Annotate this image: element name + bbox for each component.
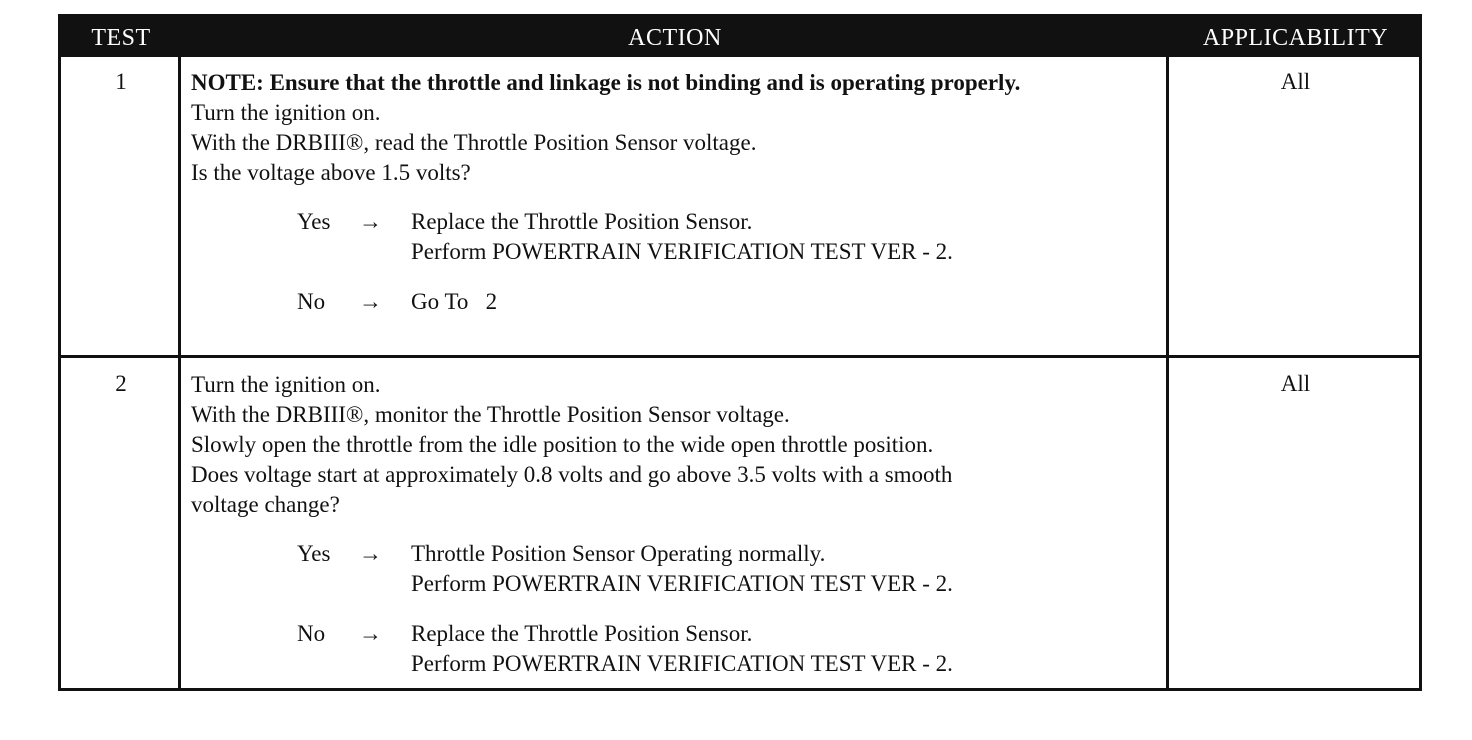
yes-answer	[191, 539, 1166, 599]
arrow-icon: →	[359, 289, 382, 314]
no-result: Perform POWERTRAIN VERIFICATION TEST VER - 2.	[411, 651, 953, 676]
yes-label: Yes	[297, 209, 331, 234]
no-label: No	[297, 289, 326, 314]
table-header	[61, 17, 1419, 57]
header-applicability: APPLICABILITY	[1202, 25, 1389, 51]
applicability-2: All	[1280, 371, 1311, 396]
note-text: NOTE: Ensure that the throttle and linkage is not binding and is operating properly.	[191, 70, 1021, 95]
action-line: Does voltage start at approximately 0.8 volts and go above 3.5 volts with a smooth	[191, 462, 953, 487]
header-test: TEST	[91, 25, 151, 51]
action-line: Turn the ignition on.	[191, 100, 381, 125]
no-answer	[191, 619, 1166, 679]
action-line: Slowly open the throttle from the idle position to the wide open throttle position.	[191, 432, 934, 457]
action-line: Turn the ignition on.	[191, 372, 381, 397]
action-line: voltage change?	[191, 492, 340, 517]
arrow-icon: →	[359, 621, 382, 646]
no-result: Go To 2	[411, 289, 498, 314]
yes-label: Yes	[297, 541, 331, 566]
arrow-icon: →	[359, 541, 382, 566]
answer-block	[191, 539, 1166, 679]
row-divider	[61, 355, 1419, 358]
yes-result: Perform POWERTRAIN VERIFICATION TEST VER - 2.	[411, 239, 953, 264]
diagnostic-table	[58, 14, 1422, 691]
test-number-2: 2	[115, 371, 127, 396]
yes-answer	[191, 207, 1166, 267]
yes-result: Throttle Position Sensor Operating normally.	[411, 541, 826, 566]
no-answer	[191, 287, 1166, 317]
arrow-icon: →	[359, 209, 382, 234]
yes-result: Replace the Throttle Position Sensor.	[411, 209, 753, 234]
action-line: With the DRBIII®, read the Throttle Position Sensor voltage.	[191, 130, 757, 155]
no-result: Replace the Throttle Position Sensor.	[411, 621, 753, 646]
header-action: ACTION	[628, 25, 722, 51]
test-number-1: 1	[115, 69, 127, 94]
action-line: With the DRBIII®, monitor the Throttle Position Sensor voltage.	[191, 402, 790, 427]
answer-block	[191, 207, 1166, 317]
action-line: Is the voltage above 1.5 volts?	[191, 160, 471, 185]
no-label: No	[297, 621, 326, 646]
action-cell-1	[191, 68, 1166, 337]
action-cell-2	[191, 370, 1166, 699]
yes-result: Perform POWERTRAIN VERIFICATION TEST VER - 2.	[411, 571, 953, 596]
applicability-1: All	[1280, 69, 1311, 94]
